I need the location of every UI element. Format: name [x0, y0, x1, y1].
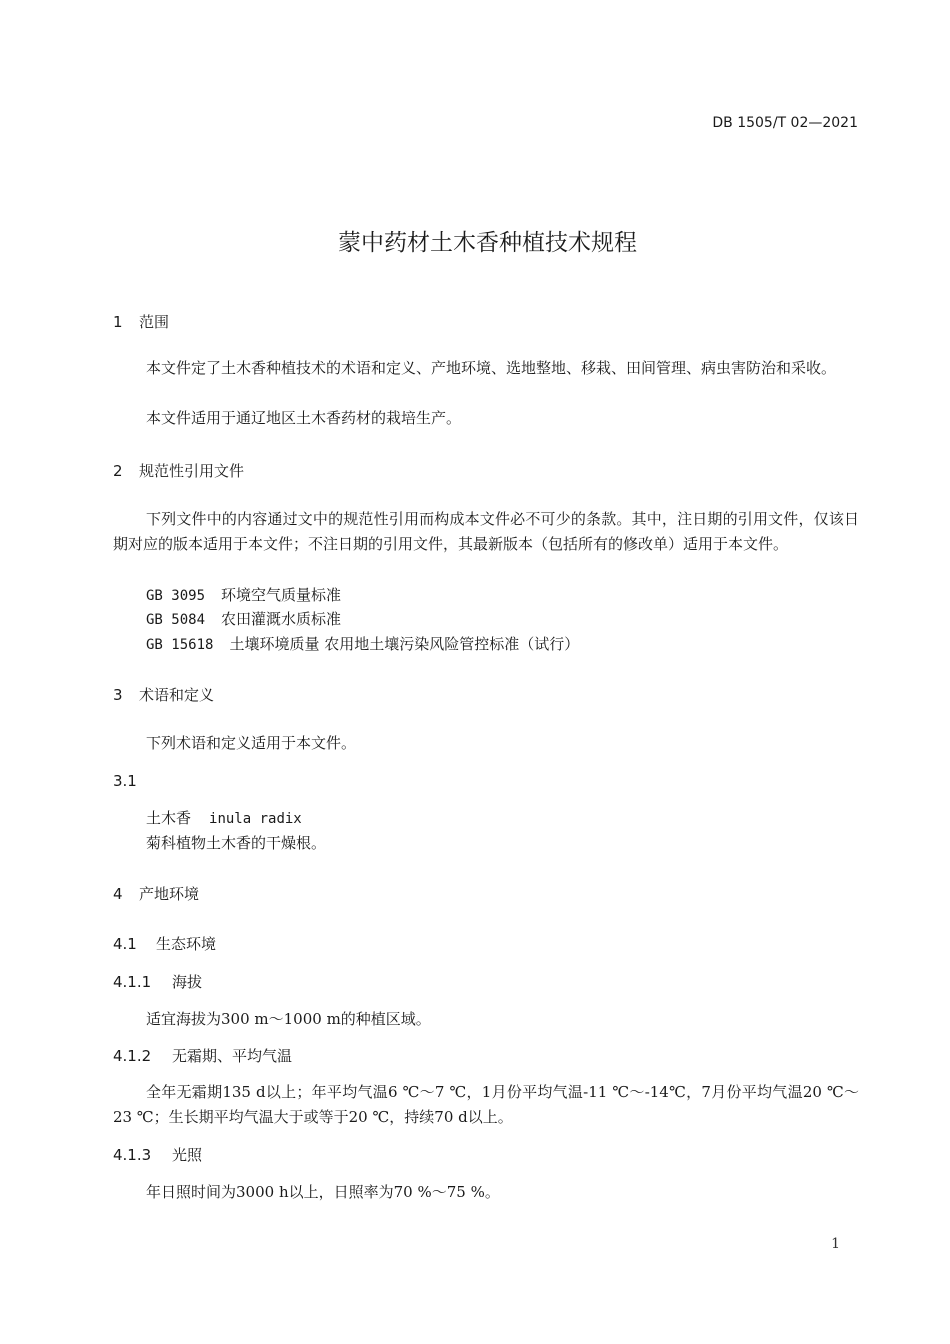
section-number: 1 [113, 313, 123, 331]
section-number: 3 [113, 686, 123, 704]
reference-item [146, 633, 579, 654]
document-code: DB 1505/T 02—2021 [712, 115, 858, 131]
subsection-4-1-3-heading [113, 1144, 202, 1165]
reference-code: GB 3095 [146, 588, 206, 604]
subsection-4-1-3-text: 年日照时间为3000 h以上，日照率为70 %～75 %。 [146, 1183, 500, 1201]
section-title: 范围 [139, 313, 170, 331]
subsection-number: 4.1.1 [113, 973, 152, 991]
term-entry [146, 807, 302, 828]
subsection-number: 4.1.3 [113, 1146, 152, 1164]
reference-name: 环境空气质量标准 [221, 586, 342, 604]
reference-item [146, 608, 341, 629]
section-1-paragraph-1: 本文件定了土木香种植技术的术语和定义、产地环境、选地整地、移栽、田间管理、病虫害防治和采收。 [146, 359, 837, 377]
section-3-heading [113, 684, 214, 705]
subsection-number: 4.1 [113, 935, 137, 953]
section-1-heading [113, 311, 169, 332]
section-number: 4 [113, 885, 123, 903]
subsection-4-1-2-text: 全年无霜期135 d以上；年平均气温6 ℃～7 ℃，1月份平均气温-11 ℃～-14℃，7月份平均气温20 ℃～23 ℃；生长期平均气温大于或等于20 ℃，持续70 d以上。 [113, 1083, 859, 1126]
document-title: 蒙中药材土木香种植技术规程 [338, 230, 637, 256]
subsection-4-1-1-text: 适宜海拔为300 m～1000 m的种植区域。 [146, 1010, 431, 1028]
reference-name: 农田灌溉水质标准 [221, 610, 342, 628]
subsection-4-1-heading [113, 933, 216, 954]
term-chinese: 土木香 [146, 809, 192, 827]
subsection-3-1-number: 3.1 [113, 772, 137, 790]
section-1-paragraph-2: 本文件适用于通辽地区土木香药材的栽培生产。 [146, 409, 462, 427]
section-4-heading [113, 883, 199, 904]
subsection-title: 海拔 [172, 973, 203, 991]
reference-item [146, 584, 341, 605]
section-title: 产地环境 [139, 885, 200, 903]
subsection-title: 无霜期、平均气温 [172, 1047, 293, 1065]
section-title: 术语和定义 [139, 686, 215, 704]
reference-code: GB 15618 [146, 637, 214, 653]
section-number: 2 [113, 462, 123, 480]
subsection-number: 4.1.2 [113, 1047, 152, 1065]
reference-name: 土壤环境质量 农用地土壤污染风险管控标准（试行） [229, 635, 580, 653]
term-english: inula radix [209, 811, 302, 827]
subsection-4-1-2-heading [113, 1045, 292, 1066]
subsection-4-1-1-heading [113, 971, 202, 992]
page-number: 1 [831, 1236, 840, 1252]
section-2-paragraph-1: 下列文件中的内容通过文中的规范性引用而构成本文件必不可少的条款。其中，注日期的引用文件，仅该日期对应的版本适用于本文件；不注日期的引用文件，其最新版本（包括所有的修改单）适用于本文件。 [113, 510, 859, 553]
section-title: 规范性引用文件 [139, 462, 245, 480]
reference-code: GB 5084 [146, 612, 206, 628]
subsection-title: 生态环境 [156, 935, 217, 953]
subsection-title: 光照 [172, 1146, 203, 1164]
section-3-paragraph-1: 下列术语和定义适用于本文件。 [146, 734, 357, 752]
term-definition: 菊科植物土木香的干燥根。 [146, 834, 327, 852]
section-2-heading [113, 460, 244, 481]
